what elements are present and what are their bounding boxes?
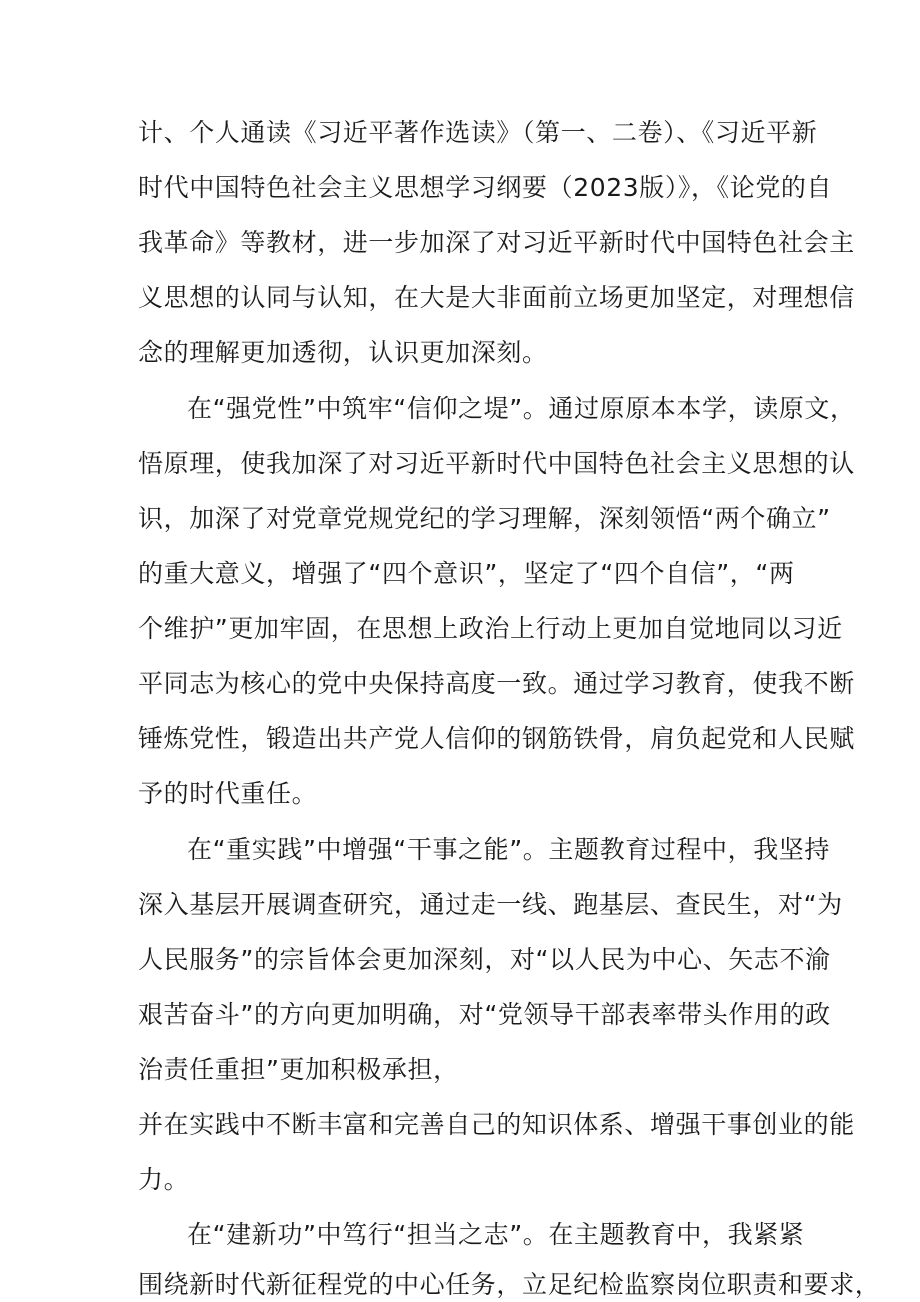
text-line: 予的时代重任。 xyxy=(138,779,318,808)
paragraph-first-line: 在“强党性”中筑牢“信仰之堤”。通过原原本本学，读原文， xyxy=(187,394,856,423)
text-line: 个维护”更加牢固，在思想上政治上行动上更加自觉地同以习近 xyxy=(138,614,843,643)
text-line: 艰苦奋斗”的方向更加明确，对“党领导干部表率带头作用的政 xyxy=(138,1000,831,1029)
text-line: 平同志为核心的党中央保持高度一致。通过学习教育，使我不断 xyxy=(138,669,855,698)
text-line: 时代中国特色社会主义思想学习纲要（2023版）》，《论党的自 xyxy=(138,173,833,202)
text-line: 念的理解更加透彻，认识更加深刻。 xyxy=(138,338,548,367)
text-line: 计、个人通读《习近平著作选读》（第一、二卷）、《习近平新 xyxy=(138,118,818,147)
text-line: 悟原理，使我加深了对习近平新时代中国特色社会主义思想的认 xyxy=(138,449,855,478)
text-line: 深入基层开展调查研究，通过走一线、跑基层、查民生，对“为 xyxy=(138,890,843,919)
text-line: 力。 xyxy=(138,1165,190,1194)
paragraph-first-line: 在“重实践”中增强“干事之能”。主题教育过程中，我坚持 xyxy=(187,835,831,864)
text-line: 锤炼党性，锻造出共产党人信仰的钢筋铁骨，肩负起党和人民赋 xyxy=(138,724,855,753)
text-line: 治责任重担”更加积极承担， xyxy=(138,1055,459,1084)
paragraph-first-line: 在“建新功”中笃行“担当之志”。在主题教育中，我紧紧 xyxy=(187,1220,805,1249)
text-line: 人民服务”的宗旨体会更加深刻，对“以人民为中心、矢志不渝 xyxy=(138,945,831,974)
text-line: 的重大意义，增强了“四个意识”，坚定了“四个自信”，“两 xyxy=(138,559,795,588)
text-line: 并在实践中不断丰富和完善自己的知识体系、增强干事创业的能 xyxy=(138,1110,855,1139)
text-line: 义思想的认同与认知，在大是大非面前立场更加坚定，对理想信 xyxy=(138,283,855,312)
text-line: 识，加深了对党章党规党纪的学习理解，深刻领悟“两个确立” xyxy=(138,504,831,533)
text-line: 我革命》等教材，进一步加深了对习近平新时代中国特色社会主 xyxy=(138,228,855,257)
text-line: 围绕新时代新征程党的中心任务，立足纪检监察岗位职责和要求， xyxy=(138,1270,881,1299)
